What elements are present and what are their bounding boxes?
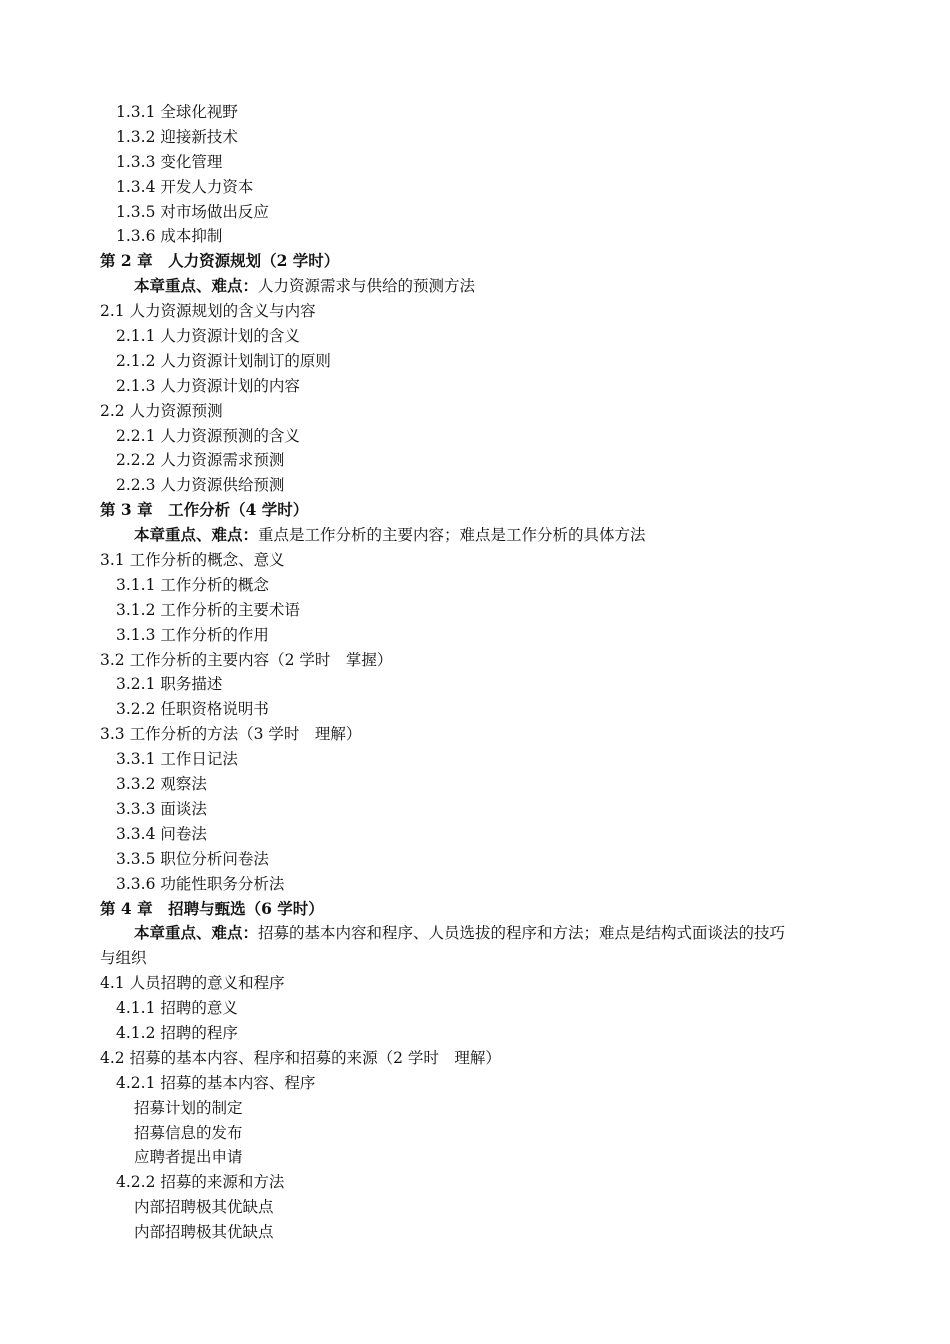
subsection-heading: 4.1.1 招聘的意义 (116, 999, 238, 1018)
key-points-label: 本章重点、难点： (134, 276, 259, 296)
subsection-heading: 3.3.1 工作日记法 (116, 750, 238, 769)
section-heading: 3.2 工作分析的主要内容（2 学时 掌握） (100, 650, 393, 669)
list-item: 应聘者提出申请 (134, 1148, 243, 1167)
subsection-heading: 3.1.3 工作分析的作用 (116, 625, 269, 644)
subsection-heading: 4.2.2 招募的来源和方法 (116, 1173, 285, 1192)
subsection-heading: 1.3.5 对市场做出反应 (116, 202, 269, 221)
list-item: 招募信息的发布 (134, 1123, 243, 1142)
subsection-heading: 3.1.2 工作分析的主要术语 (116, 600, 300, 619)
subsection-heading: 1.3.6 成本抑制 (116, 227, 223, 246)
section-heading: 3.3 工作分析的方法（3 学时 理解） (100, 725, 362, 744)
subsection-heading: 3.3.3 面谈法 (116, 799, 207, 818)
subsection-heading: 1.3.3 变化管理 (116, 152, 223, 171)
key-points-text: 人力资源需求与供给的预测方法 (258, 277, 476, 296)
key-points-line (0, 274, 950, 299)
chapter-heading: 第 4 章 招聘与甄选（6 学时） (100, 898, 324, 918)
subsection-heading: 4.1.2 招聘的程序 (116, 1023, 238, 1042)
chapter-heading: 第 2 章 人力资源规划（2 学时） (100, 251, 340, 271)
subsection-heading: 3.3.2 观察法 (116, 775, 207, 794)
subsection-heading: 1.3.4 开发人力资本 (116, 177, 254, 196)
subsection-heading: 2.1.2 人力资源计划制订的原则 (116, 351, 331, 370)
key-points-line (0, 921, 950, 946)
list-item: 内部招聘极其优缺点 (134, 1198, 274, 1217)
subsection-heading: 2.1.1 人力资源计划的含义 (116, 327, 300, 346)
subsection-heading: 2.1.3 人力资源计划的内容 (116, 376, 300, 395)
subsection-heading: 3.2.1 职务描述 (116, 675, 223, 694)
document-body (0, 100, 950, 1245)
subsection-heading: 3.2.2 任职资格说明书 (116, 700, 269, 719)
subsection-heading: 3.3.4 问卷法 (116, 824, 207, 843)
section-heading: 4.1 人员招聘的意义和程序 (100, 974, 285, 993)
subsection-heading: 2.2.2 人力资源需求预测 (116, 451, 285, 470)
subsection-heading: 4.2.1 招募的基本内容、程序 (116, 1073, 316, 1092)
section-heading: 2.1 人力资源规划的含义与内容 (100, 302, 316, 321)
key-points-label: 本章重点、难点： (134, 923, 259, 943)
key-points-text: 招募的基本内容和程序、人员选拔的程序和方法；难点是结构式面谈法的技巧 (258, 924, 786, 943)
key-points-continuation: 与组织 (100, 949, 147, 968)
list-item: 招募计划的制定 (134, 1098, 243, 1117)
key-points-label: 本章重点、难点： (134, 525, 259, 545)
subsection-heading: 1.3.2 迎接新技术 (116, 127, 238, 146)
subsection-heading: 2.2.3 人力资源供给预测 (116, 476, 285, 495)
subsection-heading: 3.3.6 功能性职务分析法 (116, 874, 285, 893)
section-heading: 2.2 人力资源预测 (100, 401, 223, 420)
subsection-heading: 3.1.1 工作分析的概念 (116, 575, 269, 594)
key-points-line (0, 523, 950, 548)
list-item: 内部招聘极其优缺点 (134, 1223, 274, 1242)
chapter-heading: 第 3 章 工作分析（4 学时） (100, 500, 309, 520)
section-heading: 4.2 招募的基本内容、程序和招募的来源（2 学时 理解） (100, 1048, 501, 1067)
subsection-heading: 2.2.1 人力资源预测的含义 (116, 426, 300, 445)
key-points-text: 重点是工作分析的主要内容；难点是工作分析的具体方法 (258, 526, 646, 545)
section-heading: 3.1 工作分析的概念、意义 (100, 551, 285, 570)
subsection-heading: 3.3.5 职位分析问卷法 (116, 849, 269, 868)
subsection-heading: 1.3.1 全球化视野 (116, 103, 238, 121)
